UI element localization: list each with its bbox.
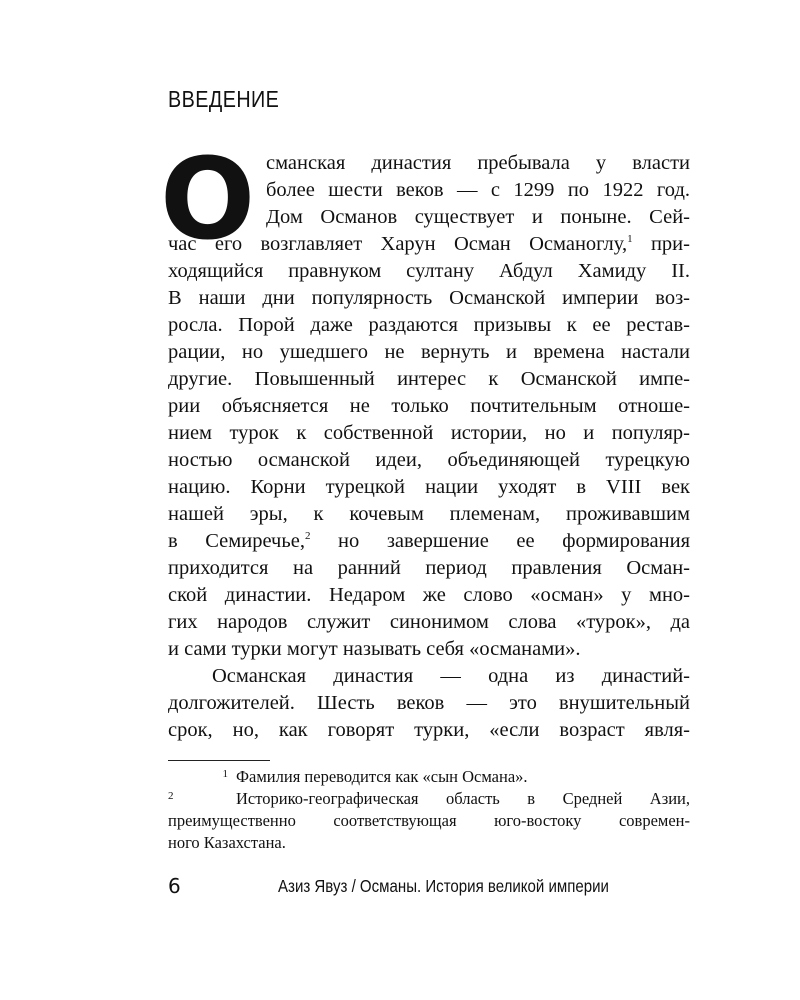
chapter-heading: ВВЕДЕНИЕ — [168, 86, 280, 112]
body-line: долгожителей. Шесть веков — это внушительный — [168, 692, 690, 714]
drop-cap: О — [160, 135, 256, 265]
body-line: ходящийся правнуком султану Абдул Хамиду II. — [168, 260, 690, 282]
body-line: нашей эры, к кочевым племенам, проживавшим — [168, 503, 690, 525]
body-line: приходится на ранний период правления Осман- — [168, 557, 690, 579]
body-line: час его возглавляет Харун Осман Османоглу,$^1$ при- — [168, 233, 690, 255]
body-line: другие. Повышенный интерес к Османской импе- — [168, 368, 690, 390]
running-title: Азиз Явуз / Османы. История великой империи — [278, 876, 609, 896]
body-text — [160, 135, 690, 744]
body-line: ской династии. Недаром же слово «осман» у мно- — [168, 584, 690, 606]
footnote-2-cont: преимущественно соответствующая юго-востоку современ- — [168, 811, 690, 830]
footnote-ref-1[interactable]: 1 — [627, 233, 633, 246]
footnotes — [168, 766, 690, 854]
body-line: В наши дни популярность Османской империи воз- — [168, 287, 690, 309]
body-line-text: в Семиречье, — [168, 530, 305, 552]
body-line: рации, но ушедшего не вернуть и времена настали — [168, 341, 690, 363]
body-line: более шести веков — с 1299 по 1922 год. — [266, 179, 690, 201]
body-line-text: час его возглавляет Харун Осман Османоглу, — [168, 233, 628, 255]
body-line: нацию. Корни турецкой нации уходят в VIII век — [168, 476, 690, 498]
footnote-number: 1 — [222, 768, 228, 780]
body-line: и сами турки могут называть себя «османами». — [168, 638, 581, 660]
footnote-number: 2 — [168, 790, 174, 802]
body-line: Османская династия — одна из династий- — [212, 665, 690, 687]
footnote-text: Историко-географическая область в Средней Азии, — [236, 789, 690, 808]
body-line: Дом Османов существует и поныне. Сей- — [266, 206, 690, 228]
footnote-text: Фамилия переводится как «сын Османа». — [236, 767, 528, 786]
footnote-2 — [168, 788, 690, 810]
footnote-divider — [168, 760, 270, 761]
footnote-2-cont: ного Казахстана. — [168, 833, 286, 852]
footnote-ref-2[interactable]: 2 — [304, 530, 311, 543]
body-line: ностью османской идеи, объединяющей турецкую — [168, 449, 690, 471]
body-line: рии объясняется не только почтительным отноше- — [168, 395, 690, 417]
footnote-1 — [168, 766, 690, 788]
body-line-text: но завершение ее формирования — [338, 530, 690, 552]
body-line: росла. Порой даже раздаются призывы к ее рестав- — [168, 314, 690, 336]
body-line: нием турок к собственной истории, но и популяр- — [168, 422, 690, 444]
page-number: 6 — [168, 874, 181, 898]
body-line: гих народов служит синонимом слова «турок», да — [168, 611, 690, 633]
body-line — [168, 528, 690, 555]
body-line: срок, но, как говорят турки, «если возраст явля- — [168, 719, 690, 741]
body-line: сманская династия пребывала у власти — [266, 152, 690, 174]
